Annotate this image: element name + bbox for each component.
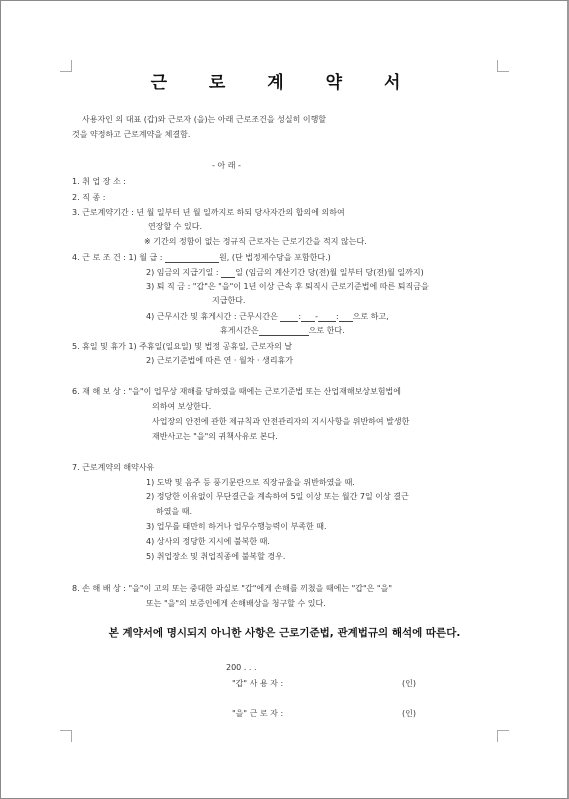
section-4-working-hours: 4) 근무시간 및 휴게시간 : 근무시간은 : - : 으로 하고, (146, 312, 389, 321)
section-7-item-2: 2) 정당한 이유없이 무단결근을 계속하여 5일 이상 또는 월간 7일 이상 결근 (146, 492, 409, 501)
section-6-accident-compensation: 6. 재 해 보 상 : "을"이 업무상 재해를 당하였을 때에는 근로기준법 또는 산업재해보상보험법에 (72, 387, 401, 396)
section-3-line-2: 연장할 수 있다. (148, 222, 202, 231)
section-6-line-2: 의하여 보상한다. (152, 402, 212, 411)
signature-employer-label: "갑" 사 용 자 : (232, 679, 284, 688)
contract-date: 200 . . . (226, 663, 257, 672)
section-8-line-2: 또는 "을"의 보증인에게 손해배상을 청구할 수 있다. (146, 599, 326, 608)
signature-employer-seal: (인) (402, 679, 416, 688)
section-7-title: 7. 근로계약의 해약사유 (72, 463, 155, 472)
section-7-item-1: 1) 도박 및 음주 등 풍기문란으로 직장규율을 위반하였을 때. (146, 478, 355, 487)
section-6-line-3: 사업장의 안전에 관한 제규칙과 안전관리자의 지시사항을 위반하여 발생한 (152, 417, 410, 426)
section-2-job-type: 2. 직 종 : (72, 193, 106, 202)
section-3-contract-period: 3. 근로계약기간 : 년 월 일부터 년 월 일까지로 하되 당사자간의 합의에 의하여 (72, 208, 345, 217)
governing-law-note: 본 계약서에 명시되지 아니한 사항은 근로기준법, 관계법규의 해석에 따른다. (108, 627, 461, 639)
break-time-blank (259, 327, 309, 336)
intro-line-1: 사용자인 의 대표 (갑)와 근로자 (을)는 아래 근로조건을 성실히 이행할 (82, 115, 327, 124)
center-heading: - 아 래 - (212, 161, 241, 170)
crop-mark-bottom-left (60, 730, 72, 742)
crop-mark-bottom-right (497, 730, 509, 742)
section-7-item-2-line-2: 하였을 때. (156, 507, 192, 516)
salary-blank (165, 254, 219, 263)
section-4-label (72, 252, 331, 263)
section-4-severance-line-2: 지급한다. (212, 296, 246, 305)
section-8-damages: 8. 손 해 배 상 : "을"이 고의 또는 중대한 과실로 "갑"에게 손해를 끼쳤을 때에는 "갑"은 "을" (72, 584, 393, 593)
intro-line-2: 것을 약정하고 근로계약을 체결함. (72, 130, 191, 139)
pay-day-blank (221, 269, 235, 278)
document-title: 근 로 계 약 서 (150, 73, 419, 93)
section-7-item-3: 3) 업무를 태만히 하거나 업무수행능력이 부족한 때. (146, 522, 327, 531)
section-3-note: ※ 기간의 정함이 없는 정규직 근로자는 근로기간을 적지 않는다. (144, 237, 367, 246)
signature-employee-seal: (인) (402, 709, 416, 718)
section-7-item-4: 4) 상사의 정당한 지시에 불복한 때. (146, 537, 270, 546)
signature-employee-label: "을" 근 로 자 : (232, 709, 284, 718)
section-4-break-time: 휴게시간은 으로 한다. (220, 326, 345, 335)
section-5-holidays: 5. 휴일 및 휴가 1) 주휴일(일요일) 및 법정 공휴일, 근로자의 날 (72, 342, 293, 351)
section-5-line-2: 2) 근로기준법에 따른 연 · 월차 · 생리휴가 (146, 356, 294, 365)
section-4-salary-label: 4. 근 로 조 건 : 1) 월 급 : (72, 253, 163, 262)
section-4-severance: 3) 퇴 직 금 : "갑"은 "을"이 1년 이상 근속 후 퇴직시 근로기준법에 따른 퇴직금을 (146, 282, 429, 291)
section-7-item-5: 5) 취업장소 및 취업직종에 불복할 경우. (146, 552, 286, 561)
section-6-line-4: 재반사고는 "을"의 귀책사유로 본다. (152, 432, 278, 441)
section-1-workplace: 1. 취 업 장 소 : (72, 177, 126, 186)
salary-tail: 원, (단 법정제수당을 포함한다.) (219, 253, 331, 262)
section-4-pay-date: 2) 임금의 지급기일 : 일 (임금의 계산기간 당(전)월 일부터 당(전)월 일까지) (146, 268, 424, 277)
